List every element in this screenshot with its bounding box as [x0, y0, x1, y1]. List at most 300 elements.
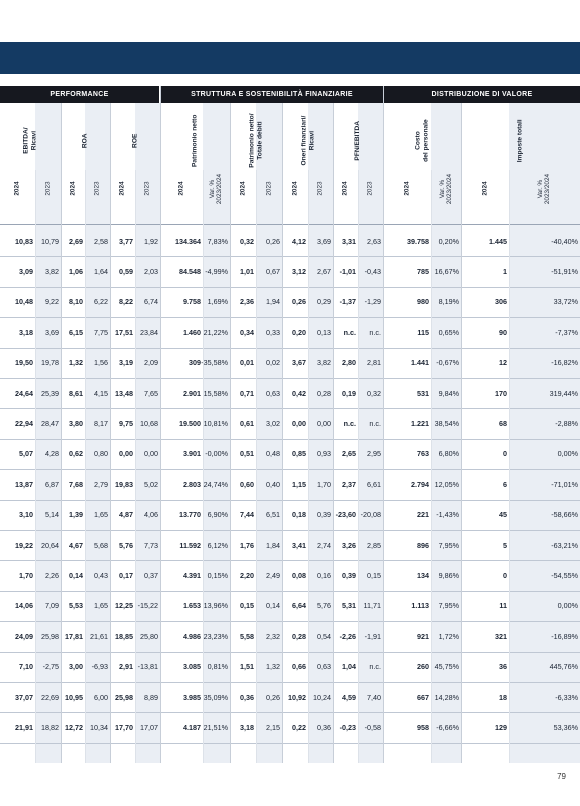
table-cell: 896	[417, 540, 429, 550]
table-cell: 1,72%	[438, 631, 459, 641]
table-cell: 13,87	[15, 479, 33, 489]
column-group-label-text: Imposte totali	[516, 119, 524, 163]
table-cell: 9,86%	[438, 571, 459, 581]
table-cell: 7,95%	[438, 540, 459, 550]
table-cell: -40,40%	[551, 236, 578, 246]
table-cell: 45	[499, 510, 507, 520]
table-cell: n.c.	[369, 662, 381, 672]
table-cell: 1,70	[317, 479, 331, 489]
table-cell: 0,20	[292, 327, 306, 337]
column-subheader	[110, 172, 135, 206]
table-cell: 134.364	[175, 236, 201, 246]
table-cell: 17,70	[115, 723, 133, 733]
table-cell: -6,33%	[555, 692, 578, 702]
table-cell: 0,15	[240, 601, 254, 611]
table-cell: 8,19%	[438, 297, 459, 307]
column-divider	[461, 103, 462, 763]
table-cell: 1,64	[94, 267, 108, 277]
table-cell: -71,01%	[551, 479, 578, 489]
table-cell: 0,32	[367, 388, 381, 398]
table-cell: 3,12	[292, 267, 306, 277]
column-subheader	[203, 172, 230, 206]
subcolumn-divider	[308, 170, 309, 763]
table-cell: -0,43	[364, 267, 381, 277]
table-cell: 19,50	[15, 358, 33, 368]
table-cell: 0	[503, 449, 507, 459]
table-cell: 6,12%	[207, 540, 228, 550]
table-cell: 3,69	[317, 236, 331, 246]
table-cell: 14,28%	[434, 692, 459, 702]
table-cell: 0,29	[317, 297, 331, 307]
table-cell: 0,00	[144, 449, 158, 459]
table-cell: 10,24	[313, 692, 331, 702]
column-group-label	[110, 112, 160, 170]
table-cell: 0,19	[342, 388, 356, 398]
table-cell: -0,23	[339, 723, 356, 733]
table-cell: -63,21%	[551, 540, 578, 550]
table-cell: 0,43	[94, 571, 108, 581]
table-cell: 4.986	[183, 631, 201, 641]
column-subheader-text: 2024	[118, 181, 126, 197]
table-cell: 0	[503, 571, 507, 581]
table-cell: 0,66	[292, 662, 306, 672]
column-group-label	[230, 112, 282, 170]
table-cell: 18	[499, 692, 507, 702]
table-cell: 4,28	[45, 449, 59, 459]
table-cell: 10,34	[90, 723, 108, 733]
table-cell: 1.653	[183, 601, 201, 611]
table-cell: 5,76	[317, 601, 331, 611]
table-cell: 8,89	[144, 692, 158, 702]
table-cell: 5,68	[94, 540, 108, 550]
table-cell: 0,62	[69, 449, 83, 459]
table-cell: 2,67	[317, 267, 331, 277]
table-cell: 0,42	[292, 388, 306, 398]
table-cell: 0,00%	[557, 601, 578, 611]
table-cell: 0,17	[119, 571, 133, 581]
column-subheader-text: Var. % 2023/2024	[438, 173, 453, 205]
table-cell: 0,13	[317, 327, 331, 337]
table-cell: 2,15	[266, 723, 280, 733]
column-subheader-text: 2023	[265, 181, 273, 197]
table-cell: n.c.	[369, 419, 381, 429]
table-cell: 0,80	[94, 449, 108, 459]
column-group-label-text: Patrimonio netto/ Totale debiti	[248, 113, 263, 169]
subcolumn-divider	[35, 170, 36, 763]
table-cell: -16,82%	[551, 358, 578, 368]
table-cell: 0,48	[266, 449, 280, 459]
column-subheader-text: 2024	[341, 181, 349, 197]
table-cell: 0,26	[292, 297, 306, 307]
column-subheader	[509, 172, 580, 206]
table-cell: 0,34	[240, 327, 254, 337]
table-cell: 921	[417, 631, 429, 641]
table-cell: 12,72	[65, 723, 83, 733]
table-cell: 260	[417, 662, 429, 672]
table-cell: 19,83	[115, 479, 133, 489]
table-cell: 22,69	[41, 692, 59, 702]
table-cell: 0,54	[317, 631, 331, 641]
table-cell: 2,91	[119, 662, 133, 672]
table-cell: 2,80	[342, 358, 356, 368]
table-cell: 0,15%	[207, 571, 228, 581]
table-cell: 0,65%	[438, 327, 459, 337]
table-cell: 3,69	[45, 327, 59, 337]
column-group-label-text: Oneri finanziari/ Ricavi	[299, 116, 315, 166]
table-cell: 4,06	[144, 510, 158, 520]
table-cell: 8,22	[119, 297, 133, 307]
column-subheader	[160, 172, 203, 206]
table-cell: 6,74	[144, 297, 158, 307]
table-cell: 3,26	[342, 540, 356, 550]
column-subheader	[61, 172, 85, 206]
table-cell: 0,22	[292, 723, 306, 733]
table-cell: 37,07	[15, 692, 33, 702]
table-cell: 1.441	[411, 358, 429, 368]
table-cell: 0,71	[240, 388, 254, 398]
column-subheader-text: Var. % 2023/2024	[537, 173, 552, 205]
table-cell: 0,14	[69, 571, 83, 581]
table-cell: 6,51	[266, 510, 280, 520]
table-cell: 1,32	[69, 358, 83, 368]
table-cell: 1.113	[411, 601, 429, 611]
table-cell: 0,39	[317, 510, 331, 520]
column-group-label-text: ROE	[131, 133, 139, 149]
table-cell: 1	[503, 267, 507, 277]
table-cell: 3,02	[266, 419, 280, 429]
table-cell: 18,85	[115, 631, 133, 641]
table-cell: 309	[189, 358, 201, 368]
table-cell: 3,82	[317, 358, 331, 368]
table-cell: -1,91	[364, 631, 381, 641]
table-cell: 10,92	[288, 692, 306, 702]
table-cell: 21,91	[15, 723, 33, 733]
table-cell: -58,66%	[551, 510, 578, 520]
table-cell: 7,40	[367, 692, 381, 702]
table-cell: 23,23%	[203, 631, 228, 641]
table-cell: 1.221	[411, 419, 429, 429]
table-cell: 445,76%	[549, 662, 578, 672]
table-cell: 9,75	[119, 419, 133, 429]
table-cell: 3,00	[69, 662, 83, 672]
table-cell: 3,82	[45, 267, 59, 277]
table-cell: 0,39	[342, 571, 356, 581]
table-cell: 6	[503, 479, 507, 489]
column-group-label-text: PFN/EBITDA	[354, 121, 362, 161]
table-cell: 12,05%	[434, 479, 459, 489]
column-divider	[383, 86, 384, 763]
table-cell: 1,56	[94, 358, 108, 368]
table-cell: 7,65	[144, 388, 158, 398]
table-cell: 0,02	[266, 358, 280, 368]
table-cell: 6,80%	[438, 449, 459, 459]
table-cell: 8,17	[94, 419, 108, 429]
table-cell: 28,47	[41, 419, 59, 429]
table-cell: -6,66%	[436, 723, 459, 733]
table-cell: 319,44%	[549, 388, 578, 398]
column-divider	[282, 103, 283, 763]
table-cell: 1,32	[266, 662, 280, 672]
table-cell: 11.592	[179, 540, 201, 550]
table-cell: -4,99%	[205, 267, 228, 277]
column-subheader-text: 2024	[239, 181, 247, 197]
table-cell: 7,73	[144, 540, 158, 550]
table-cell: 9,22	[45, 297, 59, 307]
table-cell: -0,58	[364, 723, 381, 733]
table-cell: 0,00	[119, 449, 133, 459]
table-cell: 221	[417, 510, 429, 520]
table-cell: 39.758	[407, 236, 429, 246]
column-group-label-text: EBITDA/ Ricavi	[22, 127, 38, 155]
table-cell: 20,64	[41, 540, 59, 550]
table-cell: 0,18	[292, 510, 306, 520]
table-cell: 667	[417, 692, 429, 702]
table-cell: 2.901	[183, 388, 201, 398]
table-cell: 35,09%	[203, 692, 228, 702]
table-cell: -6,93	[91, 662, 108, 672]
table-cell: 1,39	[69, 510, 83, 520]
column-subheader-text: 2023	[316, 181, 324, 197]
column-subheader-text: 2024	[403, 181, 411, 197]
table-cell: 12	[499, 358, 507, 368]
table-cell: 5,02	[144, 479, 158, 489]
table-cell: 0,14	[266, 601, 280, 611]
table-cell: -1,43%	[436, 510, 459, 520]
table-cell: 11	[499, 601, 507, 611]
column-group-label	[0, 112, 61, 170]
table-cell: -35,58%	[201, 358, 228, 368]
column-divider	[61, 103, 62, 763]
table-cell: 24,09	[15, 631, 33, 641]
column-subheader-text: 2023	[93, 181, 101, 197]
column-subheader	[333, 172, 358, 206]
table-cell: 7,09	[45, 601, 59, 611]
column-subheader-text: 2024	[177, 181, 185, 197]
column-group-label	[160, 112, 230, 170]
table-cell: 0,08	[292, 571, 306, 581]
table-cell: 13.770	[179, 510, 201, 520]
table-cell: -51,91%	[551, 267, 578, 277]
table-cell: 3,18	[19, 327, 33, 337]
table-cell: 0,51	[240, 449, 254, 459]
table-cell: -20,08	[360, 510, 381, 520]
table-cell: 5,76	[119, 540, 133, 550]
table-cell: 16,67%	[434, 267, 459, 277]
table-cell: 4,12	[292, 236, 306, 246]
table-cell: 0,00%	[557, 449, 578, 459]
table-cell: 958	[417, 723, 429, 733]
column-subheader	[85, 172, 110, 206]
table-cell: 2,58	[94, 236, 108, 246]
table-cell: 2,37	[342, 479, 356, 489]
table-cell: 1,70	[19, 571, 33, 581]
table-cell: 4,15	[94, 388, 108, 398]
table-cell: 33,72%	[553, 297, 578, 307]
table-cell: 45,75%	[434, 662, 459, 672]
table-cell: 4.187	[183, 723, 201, 733]
table-cell: -15,22	[137, 601, 158, 611]
table-cell: 0,67	[266, 267, 280, 277]
table-cell: 5,07	[19, 449, 33, 459]
column-subheader	[383, 172, 431, 206]
table-cell: 24,64	[15, 388, 33, 398]
table-cell: 2,74	[317, 540, 331, 550]
table-cell: 1,84	[266, 540, 280, 550]
column-divider	[110, 103, 111, 763]
column-group-label	[333, 112, 383, 170]
table-cell: 5,53	[69, 601, 83, 611]
table-cell: 10,83	[15, 236, 33, 246]
table-cell: 25,80	[140, 631, 158, 641]
table-cell: 7,75	[94, 327, 108, 337]
table-cell: 21,61	[90, 631, 108, 641]
table-cell: 2.794	[411, 479, 429, 489]
section-header: PERFORMANCE	[0, 86, 159, 103]
table-cell: 1,04	[342, 662, 356, 672]
table-cell: 4,67	[69, 540, 83, 550]
header-divider	[0, 224, 580, 225]
table-cell: 0,37	[144, 571, 158, 581]
table-cell: 2,09	[144, 358, 158, 368]
table-cell: 53,36%	[553, 723, 578, 733]
table-cell: 3.985	[183, 692, 201, 702]
column-subheader	[35, 172, 61, 206]
table-cell: 7,10	[19, 662, 33, 672]
table-cell: 3,09	[19, 267, 33, 277]
table-cell: 129	[495, 723, 507, 733]
table-cell: 2,49	[266, 571, 280, 581]
table-cell: 0,33	[266, 327, 280, 337]
table-cell: 21,51%	[203, 723, 228, 733]
table-cell: 3,80	[69, 419, 83, 429]
table-cell: 3,19	[119, 358, 133, 368]
table-cell: 2.803	[183, 479, 201, 489]
table-cell: 19,22	[15, 540, 33, 550]
table-cell: 763	[417, 449, 429, 459]
table-cell: 0,00	[317, 419, 331, 429]
table-cell: -2,26	[339, 631, 356, 641]
table-cell: 6,22	[94, 297, 108, 307]
table-cell: 3.901	[183, 449, 201, 459]
table-cell: 6,87	[45, 479, 59, 489]
column-group-label-text: Patrimonio netto	[191, 114, 199, 168]
column-subheader	[230, 172, 256, 206]
table-cell: 10,68	[140, 419, 158, 429]
page-number: 79	[557, 772, 566, 781]
table-cell: 6,61	[367, 479, 381, 489]
table-cell: 134	[417, 571, 429, 581]
table-cell: 0,40	[266, 479, 280, 489]
table-cell: 0,20%	[438, 236, 459, 246]
table-cell: n.c.	[369, 327, 381, 337]
table-cell: 7,68	[69, 479, 83, 489]
table-cell: 0,01	[240, 358, 254, 368]
table-cell: 25,98	[41, 631, 59, 641]
table-cell: -13,81	[137, 662, 158, 672]
table-cell: 4.391	[183, 571, 201, 581]
table-cell: 10,81%	[203, 419, 228, 429]
table-cell: 22,94	[15, 419, 33, 429]
table-cell: 980	[417, 297, 429, 307]
table-cell: 0,93	[317, 449, 331, 459]
table-cell: 0,36	[317, 723, 331, 733]
table-cell: 3,41	[292, 540, 306, 550]
table-cell: 90	[499, 327, 507, 337]
table-cell: 0,28	[292, 631, 306, 641]
table-cell: 2,26	[45, 571, 59, 581]
table-cell: -1,29	[364, 297, 381, 307]
table-cell: 17,07	[140, 723, 158, 733]
column-subheader	[0, 172, 35, 206]
subcolumn-divider	[509, 170, 510, 763]
table-cell: 1,69%	[207, 297, 228, 307]
table-cell: 17,51	[115, 327, 133, 337]
column-subheader-text: 2024	[481, 181, 489, 197]
table-cell: 2,79	[94, 479, 108, 489]
table-cell: 0,36	[240, 692, 254, 702]
table-cell: 4,87	[119, 510, 133, 520]
section-header: STRUTTURA E SOSTENIBILITÀ FINANZIARIE	[161, 86, 383, 103]
table-cell: 1,94	[266, 297, 280, 307]
column-subheader	[256, 172, 282, 206]
column-group-label	[282, 112, 333, 170]
table-cell: 3,10	[19, 510, 33, 520]
table-cell: 1.445	[489, 236, 507, 246]
table-cell: 5	[503, 540, 507, 550]
table-cell: 6,64	[292, 601, 306, 611]
column-subheader-text: 2024	[69, 181, 77, 197]
table-cell: -2,88%	[555, 419, 578, 429]
table-cell: 36	[499, 662, 507, 672]
table-cell: n.c.	[343, 419, 356, 429]
table-cell: 12,25	[115, 601, 133, 611]
table-cell: 24,74%	[203, 479, 228, 489]
table-cell: 7,44	[240, 510, 254, 520]
table-cell: -7,37%	[555, 327, 578, 337]
table-cell: 9.758	[183, 297, 201, 307]
table-cell: 0,16	[317, 571, 331, 581]
table-cell: 3,77	[119, 236, 133, 246]
table-cell: 13,48	[115, 388, 133, 398]
table-cell: 6,90%	[207, 510, 228, 520]
table-cell: n.c.	[343, 327, 356, 337]
table-cell: 7,95%	[438, 601, 459, 611]
table-cell: 1,92	[144, 236, 158, 246]
table-cell: 3,18	[240, 723, 254, 733]
table-cell: 38,54%	[434, 419, 459, 429]
table-cell: 15,58%	[203, 388, 228, 398]
table-cell: 2,69	[69, 236, 83, 246]
table-cell: 0,26	[266, 236, 280, 246]
table-cell: -0,00%	[205, 449, 228, 459]
row-divider	[0, 743, 580, 744]
table-cell: 2,32	[266, 631, 280, 641]
table-cell: 0,85	[292, 449, 306, 459]
table-cell: -23,60	[335, 510, 356, 520]
table-cell: 0,32	[240, 236, 254, 246]
table-cell: 1,51	[240, 662, 254, 672]
table-cell: 5,31	[342, 601, 356, 611]
section-header: DISTRIBUZIONE DI VALORE	[384, 86, 580, 103]
table-cell: 2,95	[367, 449, 381, 459]
table-cell: 0,26	[266, 692, 280, 702]
table-cell: 2,36	[240, 297, 254, 307]
table-cell: 13,96%	[203, 601, 228, 611]
table-cell: 1,76	[240, 540, 254, 550]
table-cell: -1,37	[339, 297, 356, 307]
table-cell: 17,81	[65, 631, 83, 641]
column-group-label	[61, 112, 110, 170]
